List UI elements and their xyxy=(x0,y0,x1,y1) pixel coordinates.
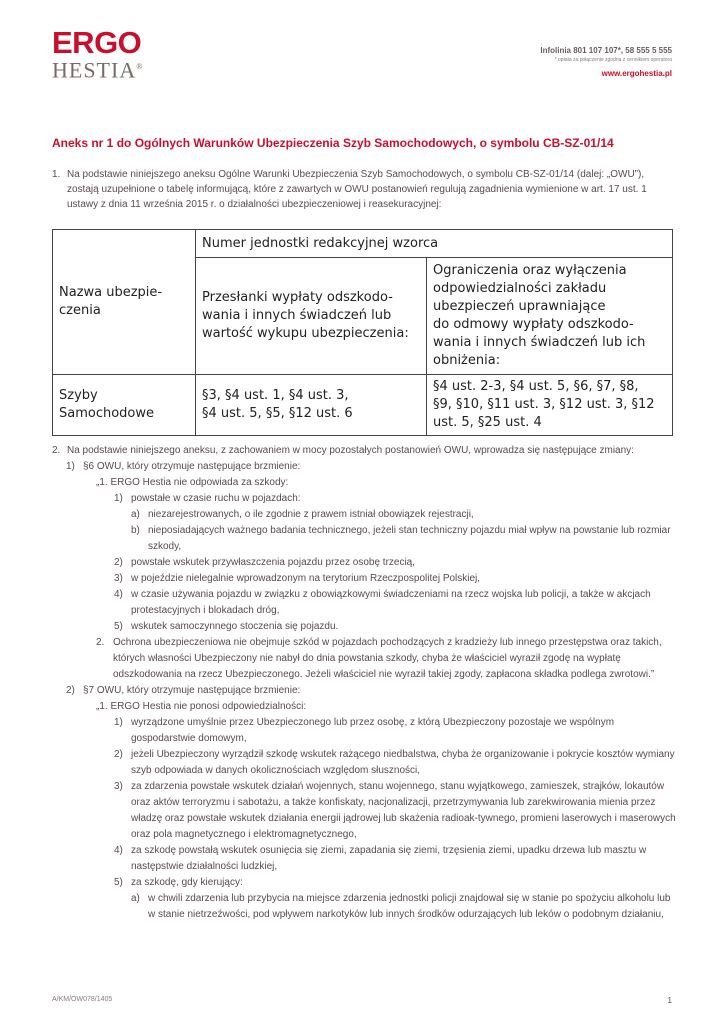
footer-document-code: A/KM/OW078/1405 xyxy=(52,996,113,1003)
logo-ergo: ERGO xyxy=(52,25,142,60)
list-item xyxy=(52,555,677,571)
list-item xyxy=(52,715,677,747)
list-item-text: Ochrona ubezpieczeniowa nie obejmuje szkód w pojazdach pochodzących z kradzieży lub innego przestępstwa oraz takich, których własności Ubezpieczony nie nabył do dnia powstania szkody, chyba że właściciel wyraził zgodę na wypłatę odszkodowania na rzecz Ubezpieczonego. Jeżeli właściciel nie wyraził takiej zgody, zapłacona składka podlega zwrotowi.” xyxy=(113,637,662,680)
list-item xyxy=(52,619,677,635)
list-item-text: wskutek samoczynnego stoczenia się pojazdu. xyxy=(131,621,339,632)
ergo-hestia-logo xyxy=(52,25,144,83)
list-item-text: za zdarzenia powstałe wskutek działań wojennych, stanu wojennego, stanu wyjątkowego, zamieszek, strajków, lokautów oraz aktów terroryzmu i sabotażu, a także konfiskaty, nacjonalizacji, przetrzymywania lub zarekwirowania mienia przez władzę oraz powstałe wskutek działania energii jądrowej lub skażenia radioak-tywnego, promieni laserowych i maserowych oraz pola magnetycznego i elektromagnetycznego, xyxy=(131,781,676,840)
list-item xyxy=(52,491,677,507)
list-item-text: powstałe w czasie ruchu w pojazdach: xyxy=(131,493,301,504)
section-2-items xyxy=(52,459,677,923)
list-item xyxy=(52,571,677,587)
row-limitations: §4 ust. 2-3, §4 ust. 5, §6, §7, §8, §9, §10, §11 ust. 3, §12 ust. 3, §12 ust. 5, §25 ust. 4 xyxy=(427,375,673,436)
owu-table xyxy=(52,229,673,436)
list-item-text: powstałe wskutek przywłaszczenia pojazdu przez osobę trzecią, xyxy=(131,557,416,568)
list-item-number: a) xyxy=(131,893,140,904)
list-item-number: 4) xyxy=(114,589,123,600)
hotline-note: * opłata za połączenie zgodna z cennikiem operatora xyxy=(554,57,672,63)
list-item-number: 1) xyxy=(114,717,123,728)
list-item-text: niezarejestrowanych, o ile zgodnie z prawem istniał obowiązek rejestracji, xyxy=(148,509,474,520)
list-item-number: 5) xyxy=(114,877,123,888)
list-item-number: 2) xyxy=(114,557,123,568)
list-item-number: 2) xyxy=(114,749,123,760)
list-item-text: za szkodę, gdy kierujący: xyxy=(131,877,243,888)
paragraph-1-number: 1. xyxy=(52,169,61,180)
document-title: Aneks nr 1 do Ogólnych Warunków Ubezpieczenia Szyb Samochodowych, o symbolu CB-SZ-01/14 xyxy=(52,136,614,150)
logo-hestia xyxy=(52,56,143,81)
list-item xyxy=(52,507,677,523)
list-item-text: nieposiadających ważnego badania technicznego, jeżeli stan techniczny pojazdu miał wpływ na powstanie lub rozmiar szkody, xyxy=(148,525,671,552)
list-item-text: „1. ERGO Hestia nie odpowiada za szkody: xyxy=(96,477,289,488)
registered-mark: ® xyxy=(136,62,144,71)
list-item xyxy=(52,523,677,555)
hotline: Infolinia 801 107 107*, 58 555 5 555 xyxy=(540,46,672,55)
section-2-intro xyxy=(52,443,677,459)
footer-page-number: 1 xyxy=(667,996,672,1005)
list-item-number: 2. xyxy=(96,637,105,648)
list-item-text: jeżeli Ubezpieczony wyrządził szkodę wskutek rażącego niedbalstwa, chyba że organizowanie i pokrycie kosztów wymiany szyb odpowiada w danych okolicznościach względom słuszności, xyxy=(131,749,675,776)
list-item-number: 3) xyxy=(114,573,123,584)
list-item xyxy=(52,891,677,923)
contact-block xyxy=(540,46,672,78)
list-item-number: b) xyxy=(131,525,140,536)
list-item xyxy=(52,683,677,699)
list-item-number: 3) xyxy=(114,781,123,792)
section-2-intro-text: Na podstawie niniejszego aneksu, z zachowaniem w mocy pozostałych postanowień OWU, wprowadza się następujące zmiany: xyxy=(67,445,634,456)
header-payout-conditions: Przesłanki wypłaty odszkodo- wania i innych świadczeń lub wartość wykupu ubezpieczenia: xyxy=(196,258,427,375)
list-item-text: §6 OWU, który otrzymuje następujące brzmienie: xyxy=(83,461,301,472)
list-item xyxy=(52,699,677,715)
list-item xyxy=(52,587,677,619)
list-item xyxy=(52,747,677,779)
list-item-number: 1) xyxy=(114,493,123,504)
list-item-number: 2) xyxy=(66,685,75,696)
paragraph-1-text: Na podstawie niniejszego aneksu Ogólne Warunki Ubezpieczenia Szyb Samochodowych, o symbolu CB-SZ-01/14 (dalej: „OWU”), zostają uzupełnione o tabelę informującą, które z zawartych w OWU postanowień regulują zagadnienia wymienione w art. 17 ust. 1 ustawy z dnia 11 września 2015 r. o działalności ubezpieczeniowej i reasekuracyjnej: xyxy=(67,169,647,210)
list-item-text: „1. ERGO Hestia nie ponosi odpowiedzialności: xyxy=(96,701,307,712)
list-item xyxy=(52,475,677,491)
row-payout-conditions: §3, §4 ust. 1, §4 ust. 3, §4 ust. 5, §5, §12 ust. 6 xyxy=(196,375,427,436)
list-item-text: w pojeździe nielegalnie wprowadzonym na terytorium Rzeczpospolitej Polskiej, xyxy=(131,573,481,584)
list-item-number: 4) xyxy=(114,845,123,856)
row-insurance-name: Szyby Samochodowe xyxy=(53,375,196,436)
list-item-text: w czasie używania pojazdu w związku z obowiązkowymi świadczeniami na rzecz wojska lub policji, a także w akcjach protestacyjnych i blokadach dróg, xyxy=(131,589,651,616)
list-item-number: 1) xyxy=(66,461,75,472)
list-item xyxy=(52,779,677,843)
list-item-number: 5) xyxy=(114,621,123,632)
list-item-number: a) xyxy=(131,509,140,520)
paragraph-1 xyxy=(52,167,677,212)
list-item-text: wyrządzone umyślnie przez Ubezpieczonego lub przez osobę, z którą Ubezpieczony pozostaje we wspólnym gospodarstwie domowym, xyxy=(131,717,615,744)
list-item xyxy=(52,843,677,875)
list-item-text: w chwili zdarzenia lub przybycia na miejsce zdarzenia jednostki policji znajdował się w stanie po spożyciu alkoholu lub w stanie nietrzeźwości, pod wpływem narkotyków lub innych środków odurzających lub leków o podobnym działaniu, xyxy=(148,893,671,920)
section-2-number: 2. xyxy=(52,445,61,456)
header-limitations: Ograniczenia oraz wyłączenia odpowiedzialności zakładu ubezpieczeń uprawniające do odmowy wypłaty odszkodo- wania i innych świadczeń lub ich obniżenia: xyxy=(427,258,673,375)
header-insurance-name: Nazwa ubezpie- czenia xyxy=(53,230,196,375)
section-2 xyxy=(52,443,677,923)
logo-hestia-text: HESTIA xyxy=(52,57,137,83)
list-item xyxy=(52,875,677,891)
list-item-text: §7 OWU, który otrzymuje następujące brzmienie: xyxy=(83,685,301,696)
website-link[interactable]: www.ergohestia.pl xyxy=(601,69,672,78)
list-item xyxy=(52,459,677,475)
list-item-text: za szkodę powstałą wskutek osunięcia się ziemi, zapadania się ziemi, trzęsienia ziemi, upadku drzewa lub masztu w następstwie działalności ludzkiej, xyxy=(131,845,647,872)
header-unit-number: Numer jednostki redakcyjnej wzorca xyxy=(196,230,673,258)
list-item xyxy=(52,635,677,683)
